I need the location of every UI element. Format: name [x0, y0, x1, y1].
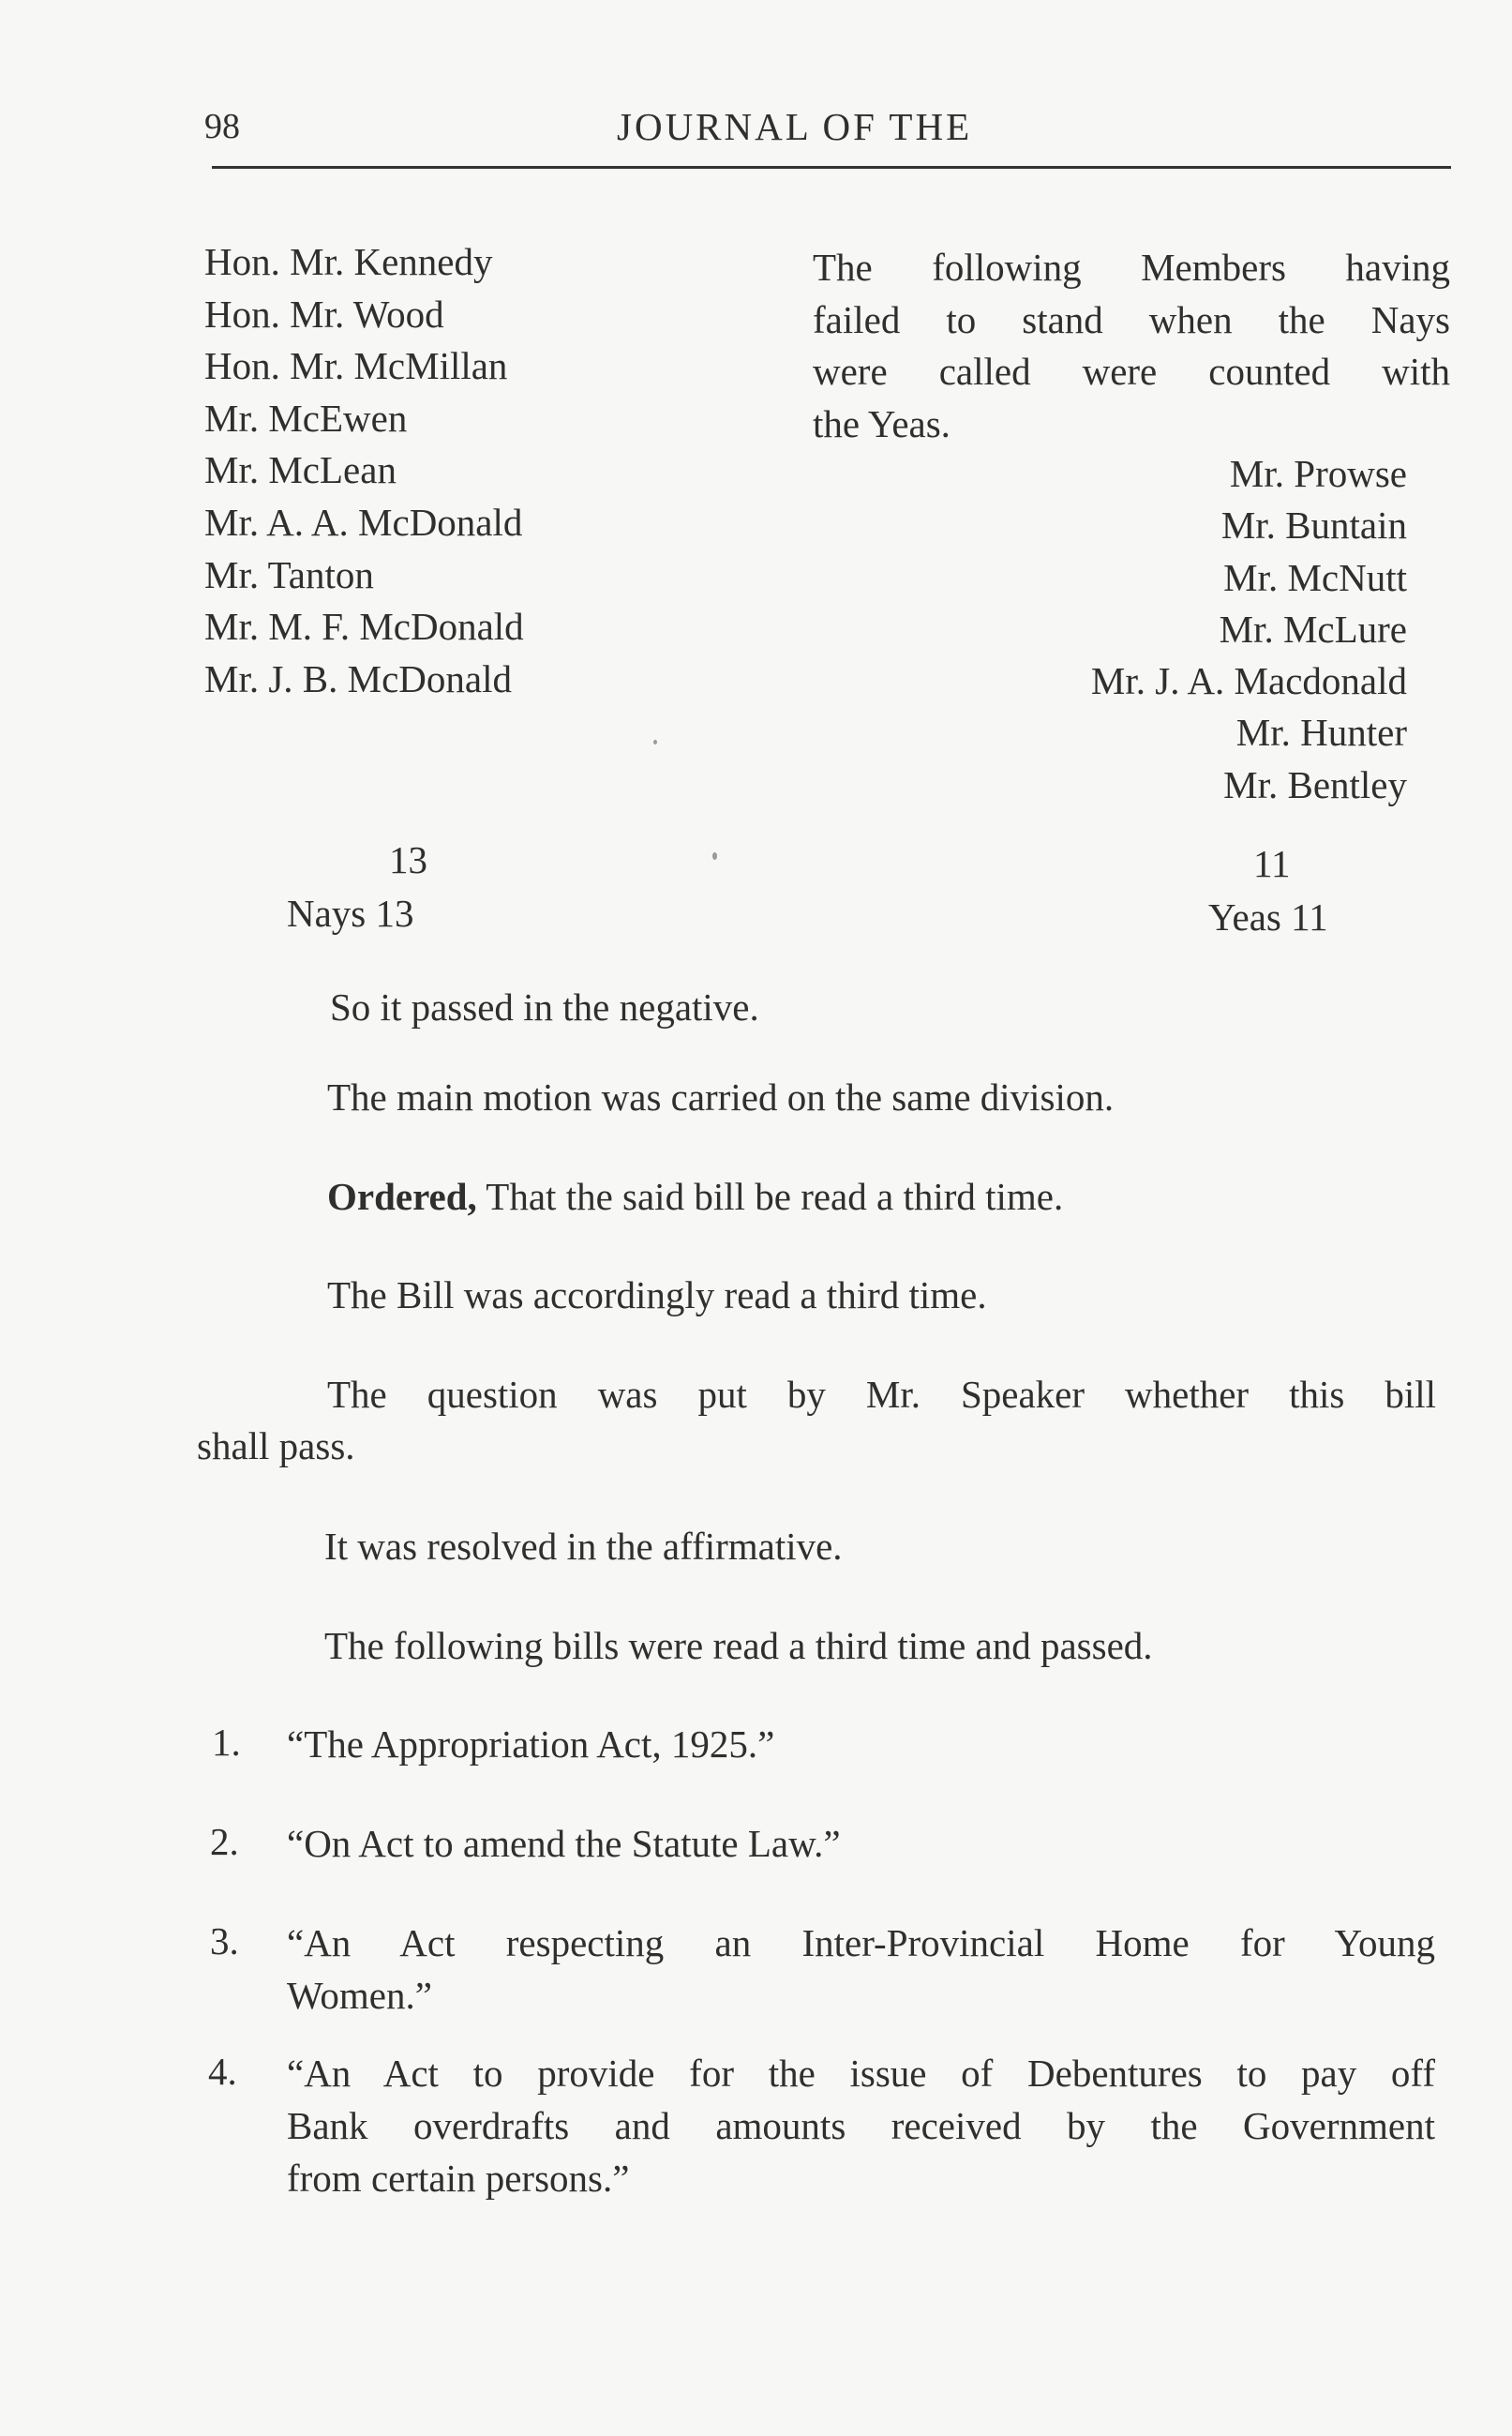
yeas-member: Mr. Bentley [1223, 762, 1407, 806]
ordered-label: Ordered, [327, 1175, 477, 1218]
bill-title [287, 1817, 1435, 1870]
bill-line: “The Appropriation Act, 1925.” [287, 1722, 775, 1766]
yeas-intro-line: the Yeas. [813, 401, 951, 445]
yeas-member: Mr. McLure [1219, 607, 1407, 651]
yeas-total-label: Yeas 11 [1208, 895, 1328, 939]
yeas-member: Mr. J. A. Macdonald [1090, 659, 1407, 703]
nays-member-list [204, 236, 729, 705]
bill-title [287, 1917, 1435, 2022]
header-rule [212, 166, 1451, 169]
yeas-member: Mr. McNutt [1223, 555, 1407, 599]
paragraph-text: The Bill was accordingly read a third time. [327, 1273, 987, 1316]
page-number: 98 [204, 107, 240, 146]
yeas-count: 11 [1253, 842, 1291, 885]
nays-member: Mr. Tanton [204, 552, 374, 596]
ordered-paragraph [327, 1171, 1063, 1223]
list-number: 2. [210, 1820, 239, 1863]
nays-count: 13 [389, 838, 427, 881]
bill-line: “On Act to amend the Statute Law.” [287, 1822, 841, 1865]
nays-member: Mr. McLean [204, 448, 397, 492]
scan-speck [712, 852, 717, 860]
nays-member: Mr. McEwen [204, 396, 408, 440]
paragraph-text: So it passed in the negative. [330, 985, 759, 1029]
yeas-intro-line: The following Members having [813, 246, 1450, 289]
yeas-member: Mr. Buntain [1220, 504, 1407, 548]
yeas-member-list [882, 448, 1407, 811]
bill-title [287, 1718, 1435, 1770]
list-number: 1. [212, 1721, 241, 1764]
nays-member: Hon. Mr. McMillan [204, 344, 508, 388]
bill-title [287, 2047, 1435, 2204]
paragraph-text: The main motion was carried on the same division. [327, 1075, 1115, 1119]
nays-total-label: Nays 13 [287, 892, 414, 935]
main-motion-paragraph [327, 1072, 1114, 1123]
list-number: 3. [210, 1919, 239, 1962]
running-head: JOURNAL OF THE [617, 105, 973, 148]
nays-member: Hon. Mr. Kennedy [204, 240, 493, 283]
bill-line: Women.” [287, 1974, 432, 2017]
yeas-intro-paragraph [813, 242, 1450, 450]
list-number: 4. [208, 2050, 237, 2093]
yeas-member: Mr. Prowse [1229, 452, 1407, 495]
paragraph-text: It was resolved in the affirmative. [324, 1525, 843, 1568]
bill-line: “An Act to provide for the issue of Debentures to pay off [287, 2052, 1435, 2095]
paragraph-text: The question was put by Mr. Speaker whether this bill [327, 1373, 1436, 1416]
paragraph-text: The following bills were read a third time and passed. [324, 1624, 1153, 1667]
bill-line: Bank overdrafts and amounts received by the Government [287, 2104, 1435, 2147]
paragraph-text: shall pass. [197, 1424, 355, 1467]
nays-member: Hon. Mr. Wood [204, 292, 444, 336]
following-bills-paragraph [324, 1620, 1153, 1672]
negative-paragraph [330, 982, 759, 1033]
yeas-member: Mr. Hunter [1235, 711, 1407, 755]
yeas-intro-line: were called were counted with [813, 350, 1450, 393]
nays-member: Mr. M. F. McDonald [204, 605, 524, 649]
bill-line: from certain persons.” [287, 2157, 630, 2200]
paragraph-text: That the said bill be read a third time. [476, 1175, 1064, 1218]
nays-member: Mr. J. B. McDonald [204, 656, 512, 700]
nays-member: Mr. A. A. McDonald [204, 500, 523, 544]
scan-speck [653, 740, 657, 744]
resolved-paragraph [324, 1521, 843, 1572]
question-paragraph [197, 1369, 1436, 1472]
yeas-intro-line: failed to stand when the Nays [813, 297, 1450, 341]
read-third-paragraph [327, 1270, 987, 1321]
bill-line: “An Act respecting an Inter-Provincial Home for Young [287, 1921, 1435, 1964]
